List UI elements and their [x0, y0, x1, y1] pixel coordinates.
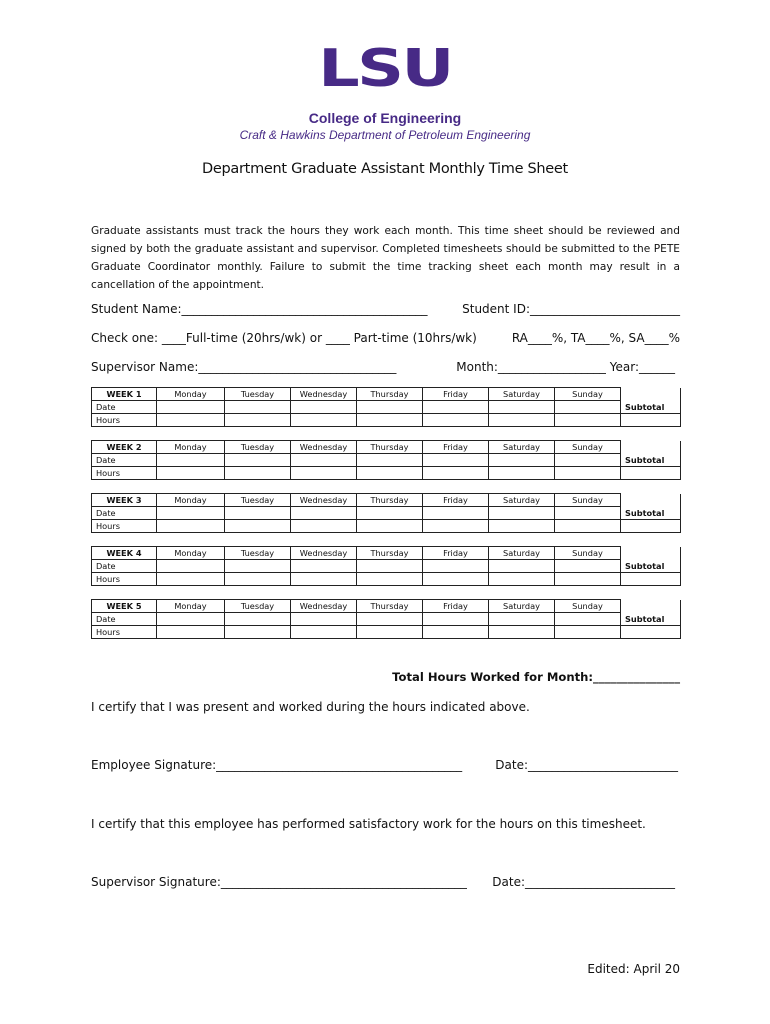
hours-cell[interactable]	[157, 467, 225, 480]
supervisor-certification-text: I certify that this employee has performed satisfactory work for the hours on this timesheet.	[91, 817, 646, 831]
date-cell[interactable]	[555, 507, 621, 520]
hours-cell[interactable]	[225, 573, 291, 586]
date-cell[interactable]	[489, 613, 555, 626]
date-row-label: Date	[92, 454, 157, 467]
date-cell[interactable]	[157, 454, 225, 467]
day-header: Monday	[157, 494, 225, 507]
hours-cell[interactable]	[423, 467, 489, 480]
date-cell[interactable]	[357, 507, 423, 520]
day-header: Wednesday	[291, 441, 357, 454]
employee-signature-field[interactable]: Employee Signature:_________________________________________	[91, 758, 463, 772]
hours-cell[interactable]	[423, 414, 489, 427]
document-title: Department Graduate Assistant Monthly Time Sheet	[202, 161, 568, 177]
day-header: Sunday	[555, 441, 621, 454]
week-label: WEEK 1	[92, 388, 157, 401]
day-header: Tuesday	[225, 600, 291, 613]
date-cell[interactable]	[555, 560, 621, 573]
hours-cell[interactable]	[291, 414, 357, 427]
hours-cell[interactable]	[489, 626, 555, 639]
college-name: College of Engineering	[308, 110, 462, 126]
day-header: Friday	[423, 600, 489, 613]
day-header: Friday	[423, 547, 489, 560]
subtotal-spacer	[621, 494, 681, 507]
date-cell[interactable]	[291, 401, 357, 414]
hours-cell[interactable]	[357, 520, 423, 533]
day-header: Saturday	[489, 547, 555, 560]
date-cell[interactable]	[225, 454, 291, 467]
employee-certification-text: I certify that I was present and worked during the hours indicated above.	[91, 700, 530, 714]
hours-cell[interactable]	[489, 573, 555, 586]
subtotal-spacer	[621, 547, 681, 560]
lsu-logo: LSU	[318, 39, 452, 99]
hours-cell[interactable]	[291, 520, 357, 533]
hours-cell[interactable]	[555, 520, 621, 533]
day-header: Wednesday	[291, 600, 357, 613]
total-hours-field[interactable]: Total Hours Worked for Month:_______________	[392, 670, 680, 684]
department-name: Craft & Hawkins Department of Petroleum Engineering	[239, 128, 531, 142]
day-header: Saturday	[489, 494, 555, 507]
day-header: Monday	[157, 388, 225, 401]
supervisor-date-field[interactable]: Date:_________________________	[492, 875, 675, 889]
date-cell[interactable]	[489, 401, 555, 414]
day-header: Thursday	[357, 494, 423, 507]
subtotal-cell[interactable]	[621, 467, 681, 480]
hours-cell[interactable]	[291, 626, 357, 639]
subtotal-label: Subtotal	[621, 454, 681, 467]
supervisor-name-field[interactable]: Supervisor Name:_________________________________	[91, 360, 397, 374]
day-header: Thursday	[357, 441, 423, 454]
subtotal-cell[interactable]	[621, 626, 681, 639]
hours-cell[interactable]	[423, 520, 489, 533]
week-table	[91, 546, 681, 586]
week-table	[91, 493, 681, 533]
day-header: Friday	[423, 388, 489, 401]
hours-cell[interactable]	[423, 626, 489, 639]
hours-cell[interactable]	[157, 520, 225, 533]
day-header: Saturday	[489, 441, 555, 454]
week-table	[91, 440, 681, 480]
date-cell[interactable]	[291, 613, 357, 626]
date-cell[interactable]	[423, 613, 489, 626]
day-header: Thursday	[357, 547, 423, 560]
date-cell[interactable]	[291, 507, 357, 520]
day-header: Monday	[157, 600, 225, 613]
week-label: WEEK 2	[92, 441, 157, 454]
day-header: Friday	[423, 441, 489, 454]
subtotal-cell[interactable]	[621, 520, 681, 533]
date-cell[interactable]	[225, 507, 291, 520]
hours-cell[interactable]	[555, 467, 621, 480]
date-cell[interactable]	[555, 401, 621, 414]
hours-cell[interactable]	[357, 414, 423, 427]
hours-row-label: Hours	[92, 414, 157, 427]
hours-cell[interactable]	[357, 626, 423, 639]
week-table	[91, 387, 681, 427]
subtotal-label: Subtotal	[621, 613, 681, 626]
hours-row-label: Hours	[92, 520, 157, 533]
week-label: WEEK 4	[92, 547, 157, 560]
date-cell[interactable]	[555, 454, 621, 467]
date-row-label: Date	[92, 401, 157, 414]
date-cell[interactable]	[489, 454, 555, 467]
employment-type-field[interactable]: Check one: ____Full-time (20hrs/wk) or ____ Part-time (10hrs/wk)	[91, 331, 477, 345]
appointment-percent-field[interactable]: RA____%, TA____%, SA____%	[511, 331, 680, 345]
date-cell[interactable]	[225, 560, 291, 573]
date-cell[interactable]	[357, 454, 423, 467]
hours-cell[interactable]	[555, 414, 621, 427]
hours-cell[interactable]	[357, 573, 423, 586]
date-cell[interactable]	[555, 613, 621, 626]
day-header: Sunday	[555, 494, 621, 507]
subtotal-spacer	[621, 388, 681, 401]
month-year-field[interactable]: Month:__________________ Year:______	[456, 360, 675, 374]
hours-cell[interactable]	[291, 573, 357, 586]
date-cell[interactable]	[157, 560, 225, 573]
day-header: Saturday	[489, 388, 555, 401]
subtotal-label: Subtotal	[621, 507, 681, 520]
date-cell[interactable]	[357, 613, 423, 626]
edited-date-footer: Edited: April 20	[587, 962, 680, 976]
hours-cell[interactable]	[423, 573, 489, 586]
date-cell[interactable]	[157, 401, 225, 414]
day-header: Wednesday	[291, 547, 357, 560]
day-header: Tuesday	[225, 494, 291, 507]
hours-cell[interactable]	[225, 520, 291, 533]
hours-cell[interactable]	[225, 467, 291, 480]
week-label: WEEK 3	[92, 494, 157, 507]
employee-date-field[interactable]: Date:_________________________	[495, 758, 678, 772]
date-cell[interactable]	[291, 454, 357, 467]
day-header: Thursday	[357, 388, 423, 401]
day-header: Sunday	[555, 388, 621, 401]
hours-cell[interactable]	[157, 414, 225, 427]
day-header: Sunday	[555, 547, 621, 560]
date-cell[interactable]	[357, 560, 423, 573]
hours-cell[interactable]	[555, 573, 621, 586]
hours-cell[interactable]	[555, 626, 621, 639]
date-cell[interactable]	[225, 613, 291, 626]
date-cell[interactable]	[423, 454, 489, 467]
subtotal-label: Subtotal	[621, 560, 681, 573]
day-header: Monday	[157, 441, 225, 454]
instructions-paragraph: Graduate assistants must track the hours they work each month. This time sheet should be reviewed and signed by both the graduate assistant and supervisor. Completed timesheets should be submitted to the PETE Graduate Coordinator monthly. Failure to submit the time tracking sheet each month may result in a cancellation of the appointment.	[91, 225, 680, 291]
subtotal-spacer	[621, 441, 681, 454]
week-label: WEEK 5	[92, 600, 157, 613]
subtotal-spacer	[621, 600, 681, 613]
date-cell[interactable]	[489, 507, 555, 520]
day-header: Thursday	[357, 600, 423, 613]
hours-cell[interactable]	[357, 467, 423, 480]
supervisor-signature-field[interactable]: Supervisor Signature:_________________________________________	[91, 875, 467, 889]
date-cell[interactable]	[423, 560, 489, 573]
student-name-field[interactable]: Student Name:_________________________________________	[91, 302, 428, 316]
hours-cell[interactable]	[157, 626, 225, 639]
date-cell[interactable]	[291, 560, 357, 573]
week-table	[91, 599, 681, 639]
hours-cell[interactable]	[291, 467, 357, 480]
date-row-label: Date	[92, 613, 157, 626]
hours-row-label: Hours	[92, 467, 157, 480]
day-header: Monday	[157, 547, 225, 560]
hours-row-label: Hours	[92, 573, 157, 586]
student-id-field[interactable]: Student ID:_________________________	[462, 302, 680, 316]
date-cell[interactable]	[423, 507, 489, 520]
date-cell[interactable]	[157, 613, 225, 626]
date-cell[interactable]	[225, 401, 291, 414]
day-header: Tuesday	[225, 388, 291, 401]
day-header: Friday	[423, 494, 489, 507]
hours-cell[interactable]	[225, 626, 291, 639]
hours-cell[interactable]	[489, 520, 555, 533]
subtotal-cell[interactable]	[621, 573, 681, 586]
day-header: Wednesday	[291, 388, 357, 401]
date-row-label: Date	[92, 560, 157, 573]
hours-cell[interactable]	[489, 467, 555, 480]
date-cell[interactable]	[489, 560, 555, 573]
subtotal-cell[interactable]	[621, 414, 681, 427]
hours-row-label: Hours	[92, 626, 157, 639]
hours-cell[interactable]	[225, 414, 291, 427]
date-row-label: Date	[92, 507, 157, 520]
day-header: Saturday	[489, 600, 555, 613]
day-header: Sunday	[555, 600, 621, 613]
hours-cell[interactable]	[489, 414, 555, 427]
date-cell[interactable]	[423, 401, 489, 414]
date-cell[interactable]	[157, 507, 225, 520]
hours-cell[interactable]	[157, 573, 225, 586]
day-header: Wednesday	[291, 494, 357, 507]
subtotal-label: Subtotal	[621, 401, 681, 414]
date-cell[interactable]	[357, 401, 423, 414]
day-header: Tuesday	[225, 441, 291, 454]
day-header: Tuesday	[225, 547, 291, 560]
